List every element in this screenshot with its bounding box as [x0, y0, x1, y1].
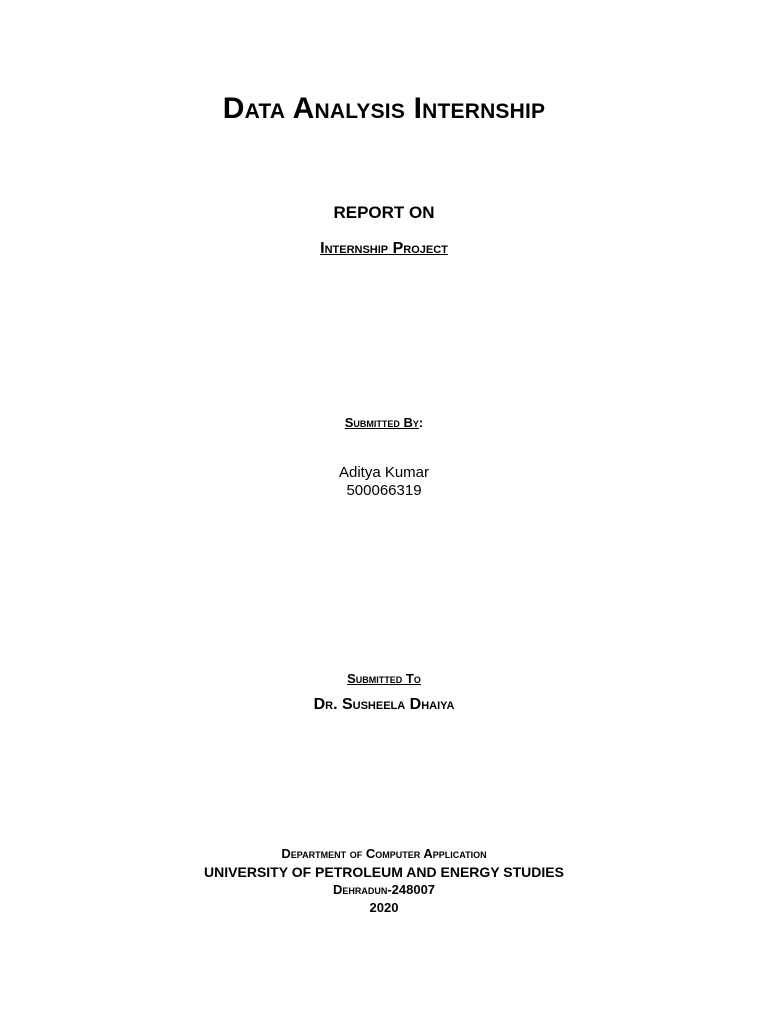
university-name: UNIVERSITY OF PETROLEUM AND ENERGY STUDIES [204, 864, 564, 880]
student-id: 500066319 [346, 482, 422, 499]
city-pincode: Dehradun-248007 [332, 882, 436, 897]
student-name: Aditya Kumar [338, 464, 430, 481]
supervisor-name: Dr. Susheela Dhaiya [313, 696, 455, 713]
year: 2020 [369, 900, 399, 915]
report-on-heading: REPORT ON [333, 203, 435, 222]
submitted-by-label [0, 415, 768, 430]
department-name: Department of Computer Application [281, 846, 487, 861]
project-heading: Internship Project [320, 240, 448, 257]
submitted-by-text: Submitted By [344, 415, 419, 430]
submitted-to-label: Submitted To [347, 671, 421, 686]
document-title: Data Analysis Internship [222, 92, 546, 125]
submitted-by-colon: : [418, 415, 424, 430]
